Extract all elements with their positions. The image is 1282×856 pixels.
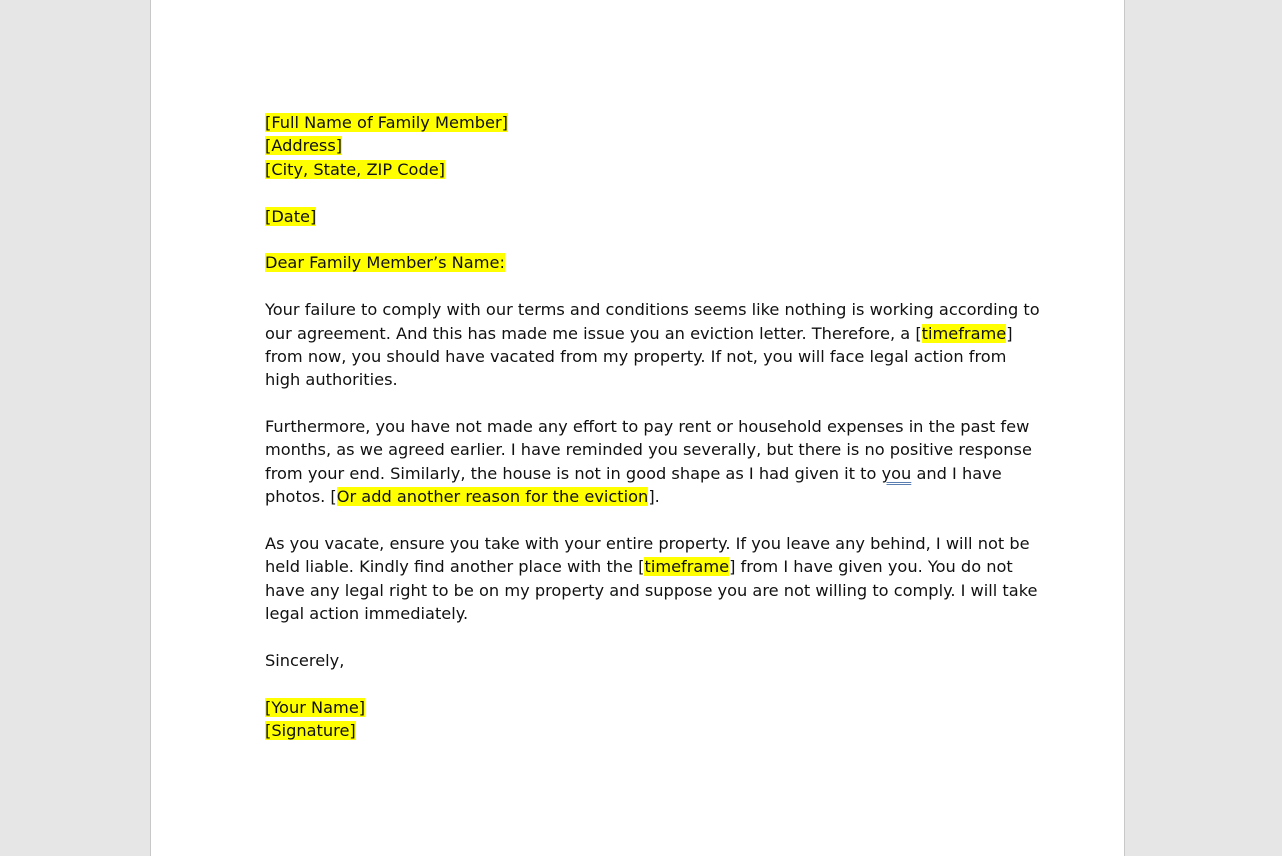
paragraph-1-line-1: Your failure to comply with our terms and conditions seems like nothing is working according to: [265, 300, 1040, 320]
paragraph-1-line-4: high authorities.: [265, 370, 398, 390]
paragraph-3-line-2-rest: ] from I have given you. You do not: [729, 557, 1013, 577]
date-placeholder: [Date]: [265, 206, 317, 226]
paragraph-3-line-2: [265, 555, 1025, 578]
blank-line: [265, 626, 1025, 649]
paragraph-2-line-1: Furthermore, you have not made any effort to pay rent or household expenses in the past few: [265, 417, 1030, 437]
paragraph-3: [265, 532, 1038, 626]
paragraph-2-line-4: [265, 485, 1025, 508]
bracket-close: ].: [648, 487, 660, 507]
paragraph-3-line-4: legal action immediately.: [265, 604, 469, 624]
recipient-name-placeholder: [Full Name of Family Member]: [265, 113, 508, 132]
recipient-address-line: [265, 134, 1025, 157]
paragraph-2-line-3: [265, 462, 1025, 485]
paragraph-3-line-1: As you vacate, ensure you take with your entire property. If you leave any behind, I will not be: [265, 534, 1030, 554]
timeframe-placeholder: timeframe: [921, 323, 1007, 343]
paragraph-3-line-2-text: held liable. Kindly find another place with the [: [265, 557, 645, 577]
paragraph-2-line-3-rest: and I have: [911, 463, 1002, 483]
recipient-city-placeholder: [City, State, ZIP Code]: [265, 159, 445, 179]
paragraph-1-line-2: [265, 322, 1025, 345]
paragraph-2-line-2: months, as we agreed earlier. I have reminded you severally, but there is no positive response: [265, 440, 1032, 460]
recipient-address-placeholder: [Address]: [265, 136, 343, 156]
document-page: [150, 0, 1125, 856]
salutation-placeholder: Dear Family Member’s Name:: [265, 253, 505, 273]
closing-line: Sincerely,: [265, 650, 345, 670]
grammar-flagged-word[interactable]: you: [881, 463, 912, 483]
paragraph-1: [265, 298, 1040, 392]
recipient-city-line: [265, 158, 1025, 181]
bracket-close: ]: [1006, 323, 1013, 343]
letter-body[interactable]: [265, 111, 1040, 743]
blank-line: [265, 181, 1025, 204]
paragraph-1-line-2-text: our agreement. And this has made me issue you an eviction letter. Therefore, a [: [265, 323, 922, 343]
signature-placeholder: [Signature]: [265, 721, 356, 741]
blank-line: [265, 509, 1025, 532]
paragraph-1-line-3: from now, you should have vacated from my property. If not, you will face legal action from: [265, 346, 1007, 366]
sender-name-line: [265, 696, 1025, 719]
blank-line: [265, 275, 1025, 298]
paragraph-2-line-3-text: from your end. Similarly, the house is not in good shape as I had given it to: [265, 463, 882, 483]
reason-placeholder: Or add another reason for the eviction: [336, 487, 649, 507]
salutation-line: [265, 251, 1025, 274]
blank-line: [265, 228, 1025, 251]
date-line: [265, 205, 1025, 228]
timeframe-placeholder: timeframe: [644, 557, 730, 577]
paragraph-2: [265, 415, 1032, 509]
paragraph-2-line-4-text: photos. [: [265, 487, 337, 507]
blank-line: [265, 672, 1025, 695]
signature-line: [265, 719, 1025, 742]
recipient-name-line: [265, 111, 1025, 134]
paragraph-3-line-3: have any legal right to be on my property and suppose you are not willing to comply. I will take: [265, 580, 1038, 600]
blank-line: [265, 392, 1025, 415]
sender-name-placeholder: [Your Name]: [265, 697, 366, 717]
